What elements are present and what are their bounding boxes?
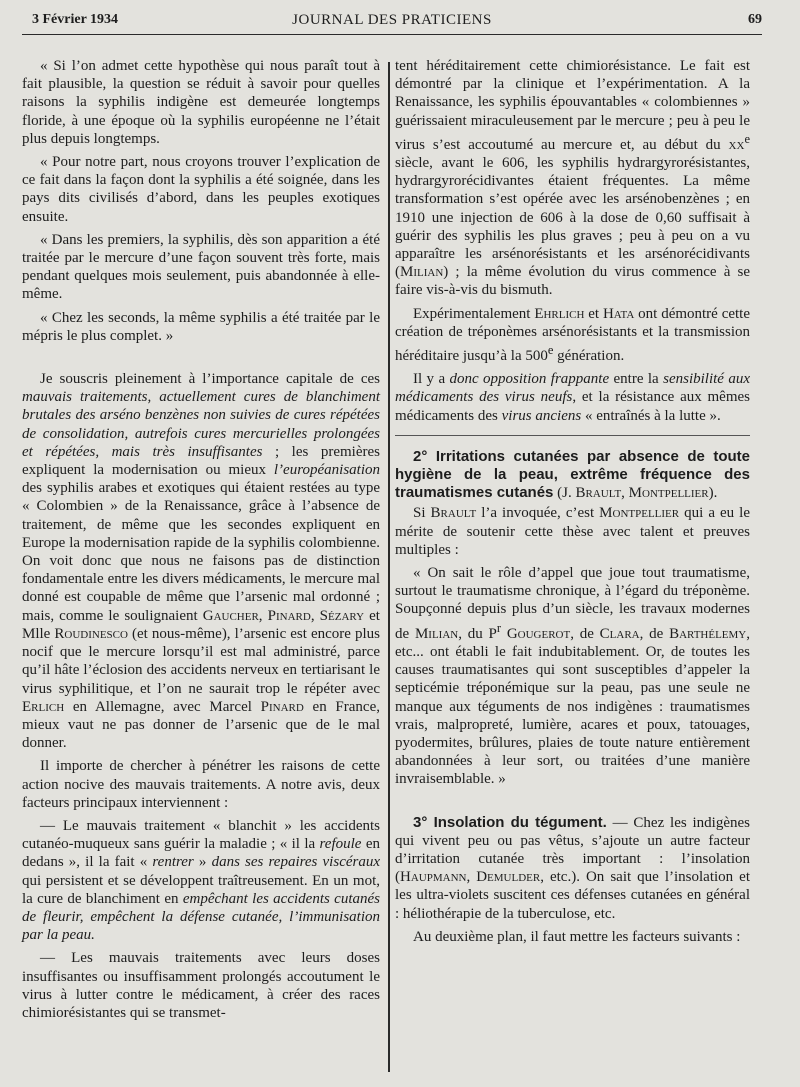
issue-date: 3 Février 1934 — [32, 12, 119, 27]
column-divider — [388, 62, 390, 1072]
spacer — [395, 794, 750, 814]
section-divider — [395, 435, 750, 436]
paragraph: — Les mauvais traitements avec leurs doses insuffisantes ou insuffisamment prolongés accoutument le virus à lutter contre le médicament, à créer des races chimiorésistantes qui se transmet- — [22, 950, 380, 1021]
paragraph: — Le mauvais traitement « blanchit » les accidents cutanéo-muqueux sans guérir la maladie ; « il la refoule en dedans », il la fait « rentrer » dans ses repaires viscéraux qui persistent et se développent traîtreusement. En un mot, la cure de blanchiment en empêchant les accidents cutanés de fleurir, empêchent la défense cutanée, l’immunisation par la peau. — [22, 817, 381, 944]
section-paragraph: 3° Insolation du tégument. — Chez les indigènes qui vivent peu ou pas vêtus, s’ajoute un autre facteur d’irritation cutanée très important : l’insolation (Haupmann, Demulder, etc.). On sait que l’insolation et les ultra-violets suscitent ces défenses cutanées en général : héliothérapie de la tuberculose, etc. — [395, 813, 751, 922]
spacer — [22, 350, 380, 370]
paragraph: tent héréditairement cette chimiorésistance. Le fait est démontré par la clinique et l’expérimentation. A la Renaissance, les syphilis épouvantables « colombiennes » guérissaient miraculeusement par le mercure ; peu à peu le virus s’est accoutumé au mercure et, au début du $xx^e$ siècle, avant le 606, les syphilis hydrargyrorésistantes, hydrargyrorécidivantes étaient fréquentes. La même transformation s’est opérée avec les arsénobenzènes ; en 1910 une injection de 606 à la dose de 0,60 suffisait à guérir des syphilis les plus graves ; peu à peu on a vu apparaître les arsénorésistants et les arsénorécidivants (Milian) ; la même évolution du virus commence à se faire vis-à-vis du bismuth. — [395, 58, 750, 299]
paragraph: Je souscris pleinement à l’importance capitale de ces mauvais traitements, actuellement cures de blanchiment brutales des arséno benzènes non suivies de cures répétées de consolidation, autrefois cures mercurielles prolongées et répétées, mais très insuffisantes ; les premières expliquent la modernisation ou mieux l’européanisation des syphilis arabes et exotiques qui étaient restées au type « Colombien » de la Renaissance, grâce à l’absence de traitement, de même que les secondes expliquent en Europe la modernisation rapide de la syphilis colombienne. On voit donc que nous ne faisons pas de distinction fondamentale entre les divers médicaments, le mercure mal donné est coupable de même que l’arsenic mal ordonné ; mais, comme le soulignaient Gaucher, Pinard, Sézary et Mlle Roudinesco (et nous-même), l’arsenic est encore plus nocif que le mercure lorsqu’il est mal administré, parce qu’il hâte l’éclosion des accidents nerveux en tertiarisant le virus syphilitique, et l’on ne saurait trop le répéter avec Erlich en Allemagne, avec Marcel Pinard en France, mieux vaut ne pas donner de l’arsenic que de le mal donner. — [22, 371, 380, 752]
paragraph: « Pour notre part, nous croyons trouver l’explication de ce fait dans la façon dont la syphilis a été soignée, dans les pays dits civilisés d’abord, dans les peuples exotiques ensuite. — [22, 154, 380, 225]
section-heading: 2° Irritations cutanées par absence de toute hygiène de la peau, extrême fréquence des traumatismes cutanés (J. Brault, Montpellier). — [395, 447, 750, 502]
running-header — [22, 8, 762, 35]
paragraph: « Dans les premiers, la syphilis, dès son apparition a été traitée par le mercure d’une façon souvent très forte, mais pendant quelques mois seulement, puis abandonnée à elle-même. — [22, 231, 380, 303]
paragraph: Il importe de chercher à pénétrer les raisons de cette action nocive des mauvais traitements. A notre avis, deux facteurs principaux interviennent : — [22, 758, 380, 811]
paragraph: Il y a donc opposition frappante entre la sensibilité aux médicaments des virus neufs, et la résistance aux mêmes médicaments des virus anciens « entraînés à la lutte ». — [395, 371, 751, 424]
paragraph: Si Brault l’a invoquée, c’est Montpellier qui a eu le mérite de soutenir cette thèse avec talent et preuves multiples : — [395, 505, 750, 558]
paragraph: « Si l’on admet cette hypothèse qui nous paraît tout à fait plausible, la question se réduit à savoir pour quelles raisons la syphilis indigène est demeurée longtemps floride, à une époque où la syphilis européenne ne l’était plus depuis longtemps. — [22, 58, 380, 147]
right-column — [395, 57, 750, 951]
paragraph: Expérimentalement Ehrlich et Hata ont démontré cette création de tréponèmes arsénorésistants et la transmission héréditaire jusqu’à la 500e génération. — [395, 305, 751, 365]
paragraph: Au deuxième plan, il faut mettre les facteurs suivants : — [413, 928, 741, 945]
journal-title: JOURNAL DES PRATICIENS — [292, 12, 492, 28]
paragraph: « On sait le rôle d’appel que joue tout traumatisme, surtout le traumatisme chronique, à l’égard du tréponème. Soupçonné depuis plus d’un siècle, les travaux modernes de Milian, du $P^r$ Gougerot, de Clara, de Barthélemy, etc... ont établi le fait indubitablement. Or, de toutes les causes traumatisantes qui sont susceptibles d’appeler la septicémie tréponémique sur la peau, pas une seule ne manque aux téguments de nos indigènes : traumatismes vrais, malpropreté, lumière, acares et poux, tatouages, pyodermites, brûlures, plaies de toute nature entièrement abandonnées à leur sort, ou traitées d’une manière invraisemblable. » — [395, 565, 750, 788]
left-column — [22, 57, 380, 1027]
page-number: 69 — [748, 12, 762, 27]
paragraph: « Chez les seconds, la même syphilis a été traitée par le mépris le plus complet. » — [22, 309, 380, 344]
